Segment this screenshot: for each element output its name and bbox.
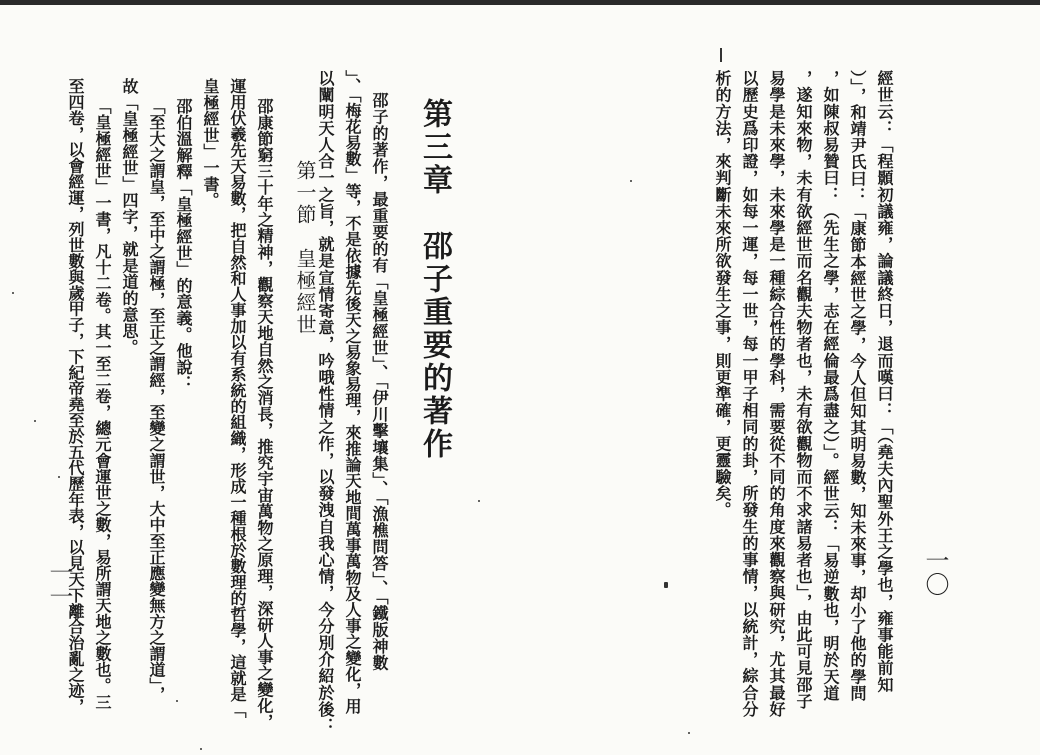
scan-speck bbox=[12, 292, 14, 294]
scan-speck bbox=[176, 700, 178, 702]
scan-speck bbox=[34, 420, 36, 422]
right-text-line-1: 經世云：「程顥初議雍，論議終日，退而嘆曰：「（堯夫內聖外王之學也，雍事能前知 bbox=[875, 70, 894, 693]
body-line-5: 「至大之謂皇，至中之謂極，至正之謂經，至變之謂世，大中至正應變無方之謂道」， bbox=[147, 98, 166, 702]
right-page-number: 一〇 bbox=[921, 548, 949, 596]
scan-speck bbox=[688, 732, 690, 734]
intro-line-2: 」、「梅花易數」等，不是依據先後天之易象易理，來推論天地間萬事萬物及人事之變化，用 bbox=[343, 70, 362, 715]
right-text-line-6: 以歷史爲印證，如每一運，每一世，每一甲子相同的卦，所發生的事情，以統計，綜合分 bbox=[740, 70, 759, 718]
right-text-line-4: ，遂知來物，未有欲經世而名觀夫物者也，未有欲觀物而不求諸易者也」，由此可見邵子 bbox=[794, 70, 813, 710]
body-line-7: 「皇極經世」一書，凡十二卷。其一至二卷，總元會運世之數，易所謂天地之數也。三 bbox=[93, 98, 112, 710]
section-title: 第一節 皇極經世 bbox=[293, 160, 317, 336]
scan-speck bbox=[478, 500, 480, 502]
body-line-4: 邵伯溫解釋「皇極經世」的意義。他說： bbox=[174, 98, 193, 392]
right-text-line-2: ）」，和靖尹氏曰：「康節本經世之學，今人但知其明易數，知未來事，却小了他的學問 bbox=[848, 70, 867, 702]
scan-speck bbox=[200, 748, 202, 750]
margin-mark bbox=[720, 48, 722, 62]
scan-speck bbox=[664, 582, 668, 588]
scan-speck bbox=[630, 180, 632, 182]
scan-speck bbox=[58, 476, 60, 478]
body-line-3: 皇極經世」一書。 bbox=[201, 78, 220, 209]
intro-line-3: 以闡明天人合一之旨，就是宣情寄意，吟哦性情之作，以發洩自我心情，今分別介紹於後： bbox=[316, 70, 335, 734]
body-line-2: 運用伏羲先天易數，把自然和人事加以有系統的組織，形成一種根於數理的哲學，這就是「 bbox=[228, 78, 247, 718]
body-line-8: 至四卷，以會經運，列世數與歲甲子，下紀帝堯至於五代歷年表，以見天下離合治亂之迹， bbox=[66, 78, 85, 715]
left-page-number: 一一 bbox=[45, 560, 73, 608]
right-text-line-5: 易學是未來學，未來學是一種綜合性的學科，需要從不同的角度來觀察與研究，尤其最好 bbox=[767, 70, 786, 718]
page-top-edge bbox=[0, 0, 1040, 5]
right-text-line-7: 析的方法，來判斷未來所欲發生之事，則更準確，更靈驗矣。 bbox=[713, 70, 732, 519]
body-line-1: 邵康節窮三十年之精神，觀察天地自然之消長，推究宇宙萬物之原理，深研人事之變化， bbox=[255, 98, 274, 730]
intro-line-1: 邵子的著作，最重要的有「皇極經世」、「伊川擊壤集」、「漁樵問答」、「鐵版神數 bbox=[370, 92, 389, 671]
body-line-6: 故「皇極經世」四字，就是道的意思。 bbox=[120, 78, 139, 356]
right-text-line-3: ，如陳叔易贊曰：（先生之學，志在經倫最爲盡之）」。經世云：「易逆數也，明於天道 bbox=[821, 70, 840, 702]
chapter-title: 第三章 邵子重要的著作 bbox=[417, 98, 452, 461]
